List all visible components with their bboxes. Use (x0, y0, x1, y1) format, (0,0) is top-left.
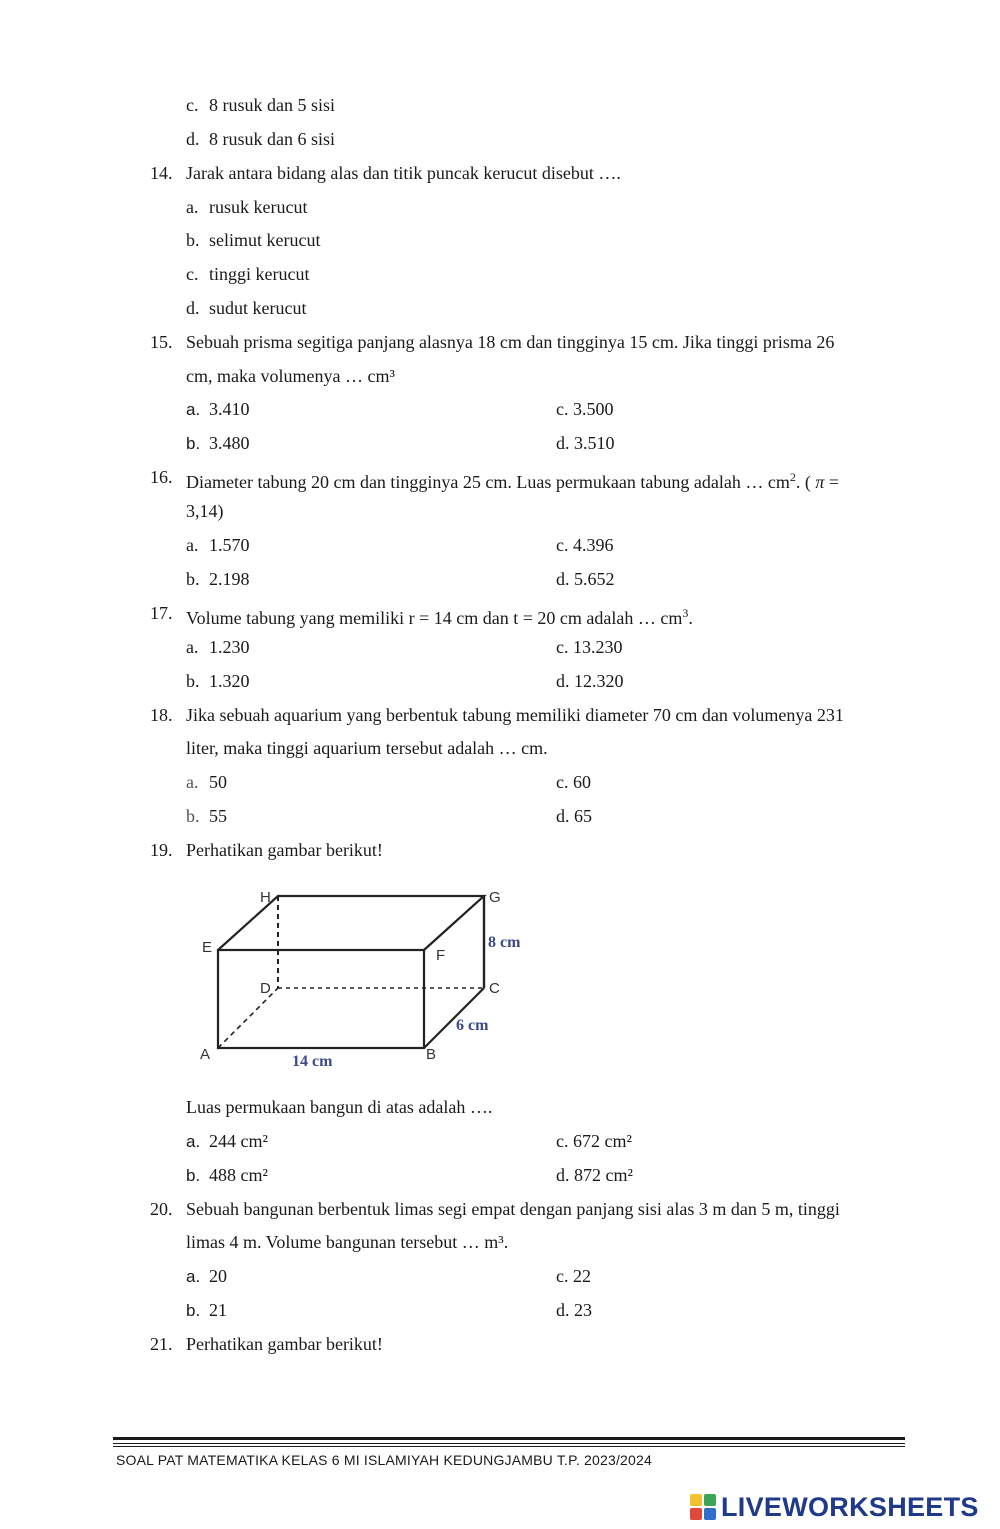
q18-option-c: c. 60 (556, 772, 591, 792)
vertex-g-label: G (489, 889, 501, 906)
length-dimension-label: 14 cm (292, 1053, 333, 1070)
q18-option-b: b. 55 (186, 806, 227, 826)
vertex-b-label: B (426, 1046, 437, 1063)
q20-number: 20. (150, 1199, 173, 1219)
front-face (218, 950, 424, 1048)
vertex-a-label: A (200, 1046, 211, 1063)
footer-rule-thin (113, 1443, 905, 1444)
q20-option-d: d. 23 (556, 1300, 592, 1320)
vertex-e-label: E (202, 939, 213, 956)
vertex-h-label: H (260, 889, 271, 906)
q14-option-b: b. selimut kerucut (186, 230, 321, 250)
q21-text: Perhatikan gambar berikut! (186, 1334, 383, 1354)
q15-option-c: c. 3.500 (556, 399, 614, 419)
q19-text: Perhatikan gambar berikut! (186, 840, 383, 860)
q14-text: Jarak antara bidang alas dan titik puncak kerucut disebut …. (186, 163, 621, 183)
q13-option-d: d. 8 rusuk dan 6 sisi (186, 129, 335, 149)
height-dimension-label: 8 cm (488, 934, 521, 951)
q16-option-c: c. 4.396 (556, 535, 614, 555)
q15-text-line1: Sebuah prisma segitiga panjang alasnya 18 cm dan tingginya 15 cm. Jika tinggi prisma 26 (186, 332, 835, 352)
q16-option-b: b. 2.198 (186, 569, 250, 589)
q17-text: Volume tabung yang memiliki r = 14 cm dan t = 20 cm adalah … $cm^3$. (186, 606, 693, 628)
q16-option-a: a. 1.570 (186, 535, 250, 555)
liveworksheets-wordmark: LIVEWORKSHEETS (721, 1491, 979, 1522)
q15-text-line2: cm, maka volumenya … cm³ (186, 366, 395, 386)
q17-option-b: b. 1.320 (186, 671, 250, 691)
footer-text: SOAL PAT MATEMATIKA KELAS 6 MI ISLAMIYAH KEDUNGJAMBU T.P. 2023/2024 (116, 1452, 653, 1468)
q17-number: 17. (150, 603, 173, 623)
footer-rule-thin-2 (113, 1446, 905, 1447)
q18-option-d: d. 65 (556, 806, 592, 826)
q19-option-a: a. 244 cm² (186, 1131, 268, 1151)
edge-ad (218, 988, 278, 1048)
q14-number: 14. (150, 163, 173, 183)
q17-option-c: c. 13.230 (556, 637, 623, 657)
vertex-c-label: C (489, 980, 500, 997)
vertex-f-label: F (436, 947, 446, 964)
q20-option-c: c. 22 (556, 1266, 591, 1286)
q19-number: 19. (150, 840, 173, 860)
footer-rule-thick (113, 1437, 905, 1440)
q19-question: Luas permukaan bangun di atas adalah …. (186, 1097, 493, 1117)
q20-option-b: b. 21 (186, 1300, 227, 1320)
q17-option-d: d. 12.320 (556, 671, 624, 691)
q15-number: 15. (150, 332, 173, 352)
width-dimension-label: 6 cm (456, 1017, 489, 1034)
cuboid-figure (190, 880, 550, 1080)
q19-option-c: c. 672 cm² (556, 1131, 632, 1151)
liveworksheets-logo (690, 1489, 979, 1525)
q14-option-d: d. sudut kerucut (186, 298, 307, 318)
top-face (218, 896, 484, 950)
q18-text-line1: Jika sebuah aquarium yang berbentuk tabung memiliki diameter 70 cm dan volumenya 231 (186, 705, 844, 725)
q17-option-a: a. 1.230 (186, 637, 250, 657)
q15-option-a: a. 3.410 (186, 399, 250, 419)
q16-number: 16. (150, 467, 173, 487)
q13-option-c: c. 8 rusuk dan 5 sisi (186, 95, 335, 115)
q15-option-b: b. 3.480 (186, 433, 250, 453)
q20-text-line2: limas 4 m. Volume bangunan tersebut … m³. (186, 1232, 509, 1252)
q14-option-c: c. tinggi kerucut (186, 264, 310, 284)
q14-option-a: a. rusuk kerucut (186, 197, 308, 217)
q18-text-line2: liter, maka tinggi aquarium tersebut adalah … cm. (186, 738, 548, 758)
liveworksheets-icon (690, 1494, 716, 1520)
vertex-d-label: D (260, 980, 271, 997)
q21-number: 21. (150, 1334, 173, 1354)
q16-text-line2: 3,14) (186, 501, 224, 521)
q19-option-b: b. 488 cm² (186, 1165, 268, 1185)
q18-number: 18. (150, 705, 173, 725)
cuboid-diagram (190, 880, 550, 1080)
q20-text-line1: Sebuah bangunan berbentuk limas segi empat dengan panjang sisi alas 3 m dan 5 m, tinggi (186, 1199, 840, 1219)
q15-option-d: d. 3.510 (556, 433, 615, 453)
q19-option-d: d. 872 cm² (556, 1165, 633, 1185)
q16-text-line1: Diameter tabung 20 cm dan tingginya 25 cm. Luas permukaan tabung adalah … $cm^2$. ( π = (186, 470, 840, 492)
q16-option-d: d. 5.652 (556, 569, 615, 589)
q18-option-a: a. 50 (186, 772, 227, 792)
q20-option-a: a. 20 (186, 1266, 227, 1286)
